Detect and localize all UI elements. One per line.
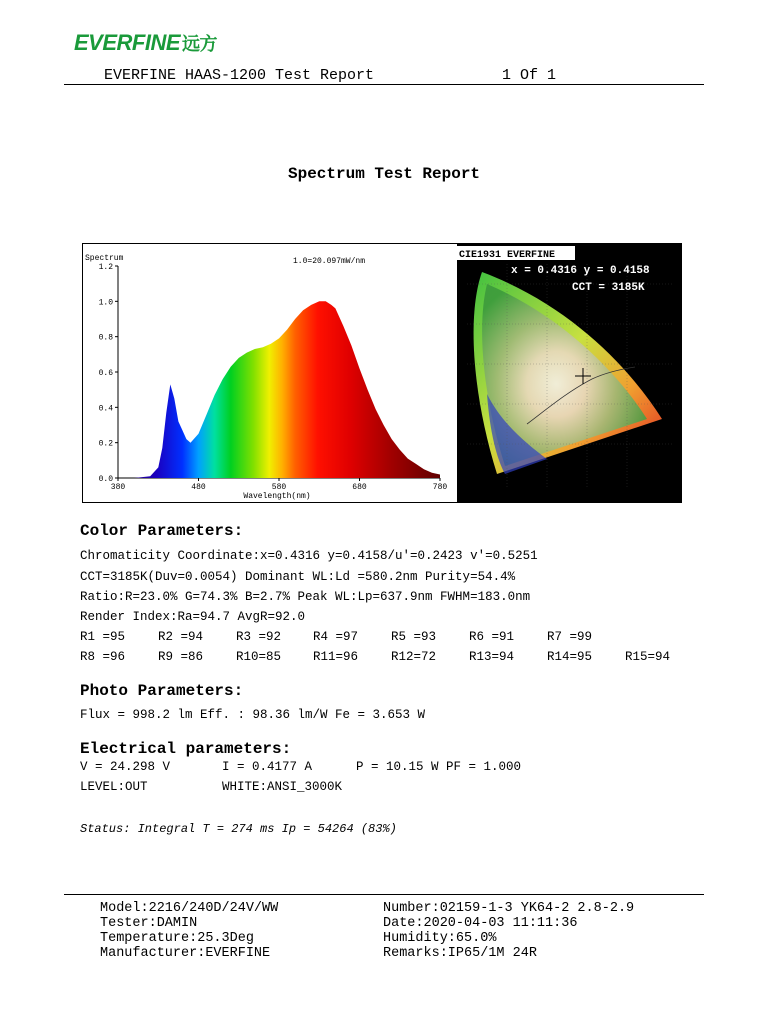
- y-tick-label: 0.0: [98, 475, 113, 484]
- r-value: R14=95: [547, 650, 593, 664]
- voltage-value: V = 24.298 V: [80, 760, 171, 774]
- x-tick-label: 780: [432, 483, 448, 492]
- y-tick-label: 1.0: [98, 298, 113, 308]
- manufacturer-text: Manufacturer:EVERFINE: [100, 946, 271, 961]
- model-text: Model:2216/240D/24V/WW: [100, 901, 279, 916]
- r-value: R15=94: [625, 650, 671, 664]
- electrical-parameters-heading: Electrical parameters:: [80, 740, 292, 758]
- chromaticity-line: Chromaticity Coordinate:x=0.4316 y=0.4158/u'=0.2423 v'=0.5251: [80, 549, 538, 563]
- number-text: Number:02159-1-3 YK64-2 2.8-2.9: [383, 901, 635, 916]
- ratio-line: Ratio:R=23.0% G=74.3% B=2.7% Peak WL:Lp=637.9nm FWHM=183.0nm: [80, 590, 531, 604]
- date-text: Date:2020-04-03 11:11:36: [383, 916, 578, 931]
- r-value: R13=94: [469, 650, 515, 664]
- x-tick-label: 580: [271, 483, 287, 492]
- everfine-logo: [74, 30, 217, 56]
- x-tick-label: 380: [110, 483, 126, 492]
- r-value: R9 =86: [158, 650, 204, 664]
- spectrum-scale-note: 1.0=20.097mW/nm: [293, 257, 366, 266]
- cct-line: CCT=3185K(Duv=0.0054) Dominant WL:Ld =580.2nm Purity=54.4%: [80, 570, 516, 584]
- spectrum-xlabel: Wavelength(nm): [243, 492, 311, 501]
- white-value: WHITE:ANSI_3000K: [222, 780, 343, 794]
- current-value: I = 0.4177 A: [222, 760, 313, 774]
- header-rule: [64, 84, 704, 85]
- status-line: Status: Integral T = 274 ms Ip = 54264 (83%): [80, 822, 397, 836]
- footer-rule: [64, 894, 704, 895]
- r-value: R10=85: [236, 650, 282, 664]
- x-tick-label: 480: [191, 483, 206, 492]
- y-tick-label: 0.2: [98, 439, 113, 449]
- level-value: LEVEL:OUT: [80, 780, 148, 794]
- r-value: R8 =96: [80, 650, 126, 664]
- y-tick-label: 1.2: [98, 263, 113, 272]
- page-title: Spectrum Test Report: [287, 165, 481, 183]
- y-tick-label: 0.8: [98, 333, 113, 343]
- r-value: R7 =99: [547, 630, 593, 644]
- cie-cct: CCT = 3185K: [572, 282, 645, 294]
- photo-parameters-heading: Photo Parameters:: [80, 682, 244, 700]
- spectrum-ylabel: Spectrum: [85, 254, 124, 263]
- color-parameters-heading: Color Parameters:: [80, 522, 244, 540]
- spectrum-chart: [83, 244, 457, 502]
- report-header-title: EVERFINE HAAS-1200 Test Report: [104, 67, 375, 84]
- x-tick-label: 680: [352, 483, 367, 492]
- r-value: R2 =94: [158, 630, 204, 644]
- r-value: R6 =91: [469, 630, 515, 644]
- humidity-text: Humidity:65.0%: [383, 931, 497, 946]
- spectrum-area: [118, 301, 440, 478]
- power-value: P = 10.15 W PF = 1.000: [356, 760, 522, 774]
- flux-line: Flux = 998.2 lm Eff. : 98.36 lm/W Fe = 3.653 W: [80, 708, 426, 722]
- logo-text: EVERFINE: [74, 30, 181, 55]
- r-value: R1 =95: [80, 630, 126, 644]
- temperature-text: Temperature:25.3Deg: [100, 931, 254, 946]
- r-value: R12=72: [391, 650, 437, 664]
- logo-chinese-text: 远方: [182, 34, 218, 54]
- cie-diagram: [457, 244, 681, 502]
- r-value: R4 =97: [313, 630, 359, 644]
- r-value: R3 =92: [236, 630, 282, 644]
- y-tick-label: 0.6: [98, 369, 113, 378]
- remarks-text: Remarks:IP65/1M 24R: [383, 946, 537, 961]
- render-index-line: Render Index:Ra=94.7 AvgR=92.0: [80, 610, 306, 624]
- y-tick-label: 0.4: [98, 404, 113, 414]
- cie-coordinates: x = 0.4316 y = 0.4158: [511, 265, 650, 277]
- page-number: 1 Of 1: [502, 67, 557, 84]
- r-value: R11=96: [313, 650, 359, 664]
- cie-title: CIE1931 EVERFINE: [459, 250, 556, 261]
- r-value: R5 =93: [391, 630, 437, 644]
- tester-text: Tester:DAMIN: [100, 916, 198, 931]
